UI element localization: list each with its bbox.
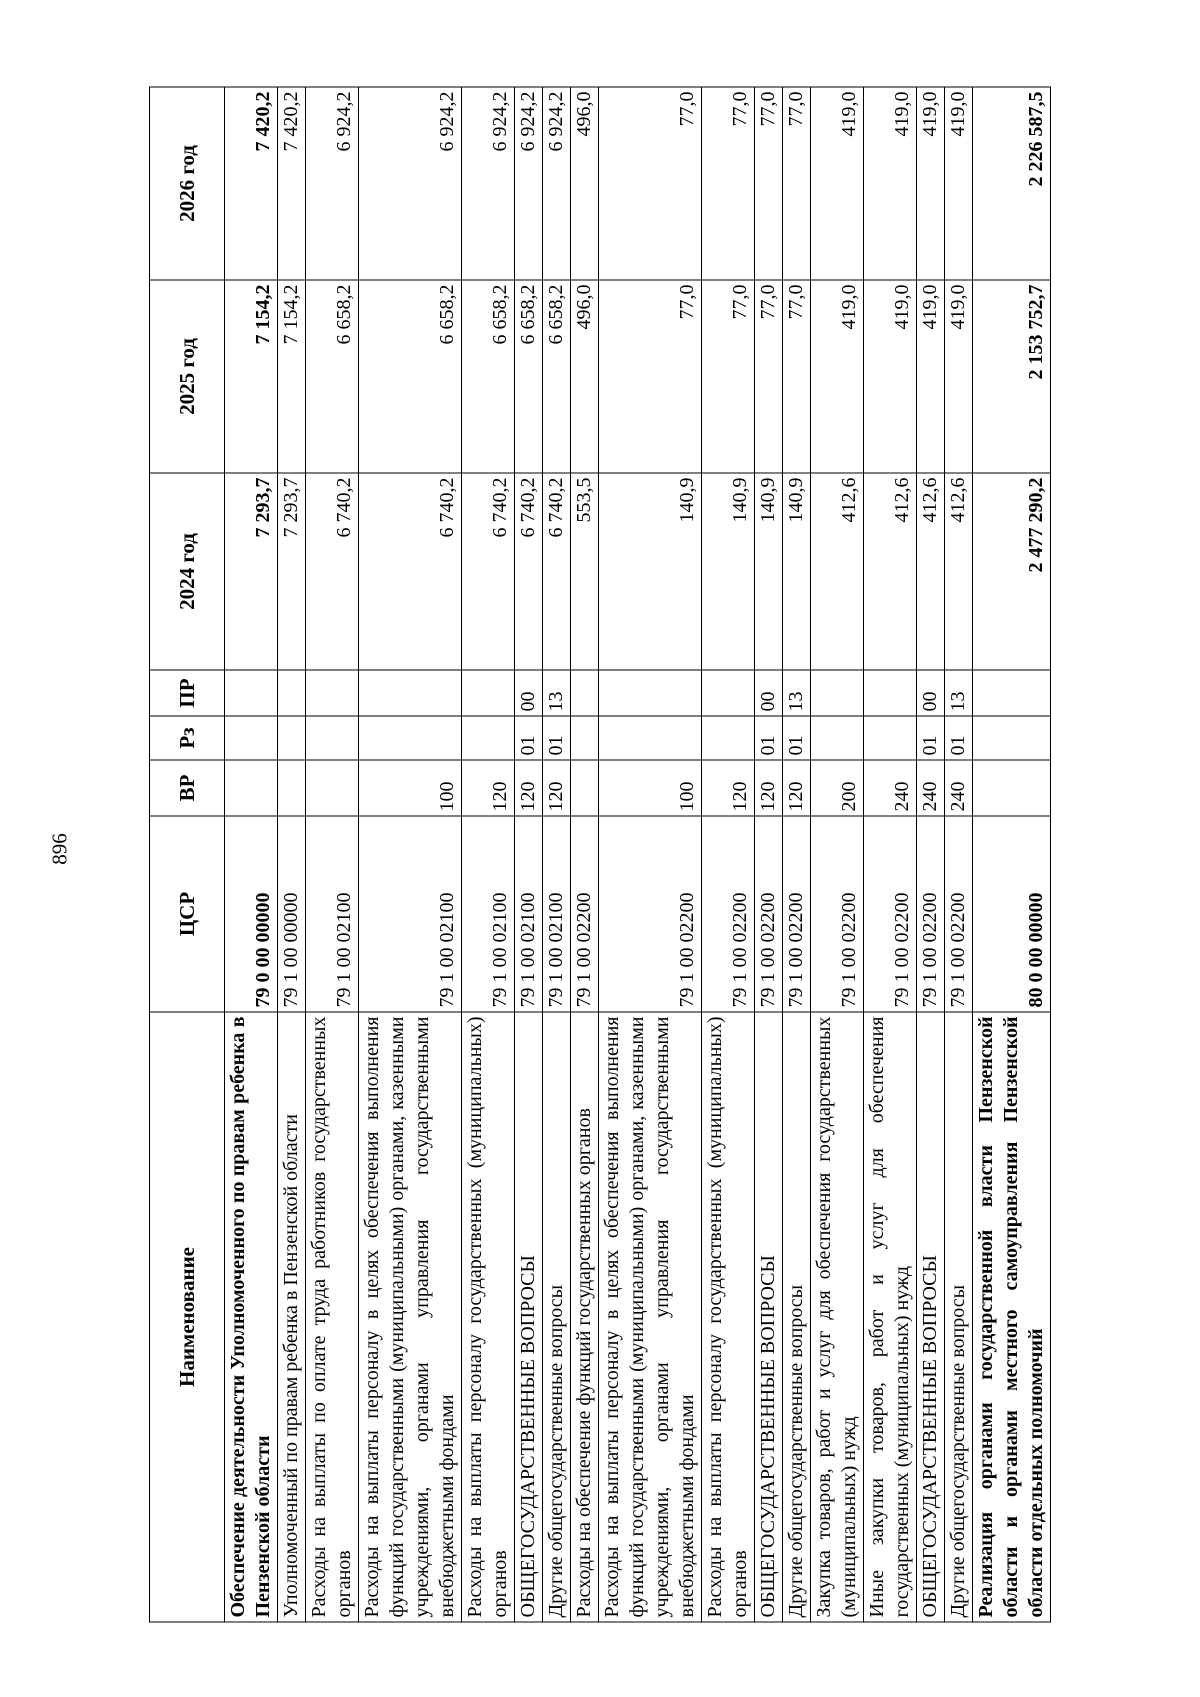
table-row xyxy=(278,87,306,1622)
table-row xyxy=(973,87,1051,1622)
cell-vr xyxy=(571,760,599,816)
table-row xyxy=(599,87,702,1622)
table-row xyxy=(571,87,599,1622)
cell-2026: 496,0 xyxy=(571,87,599,280)
cell-rz xyxy=(599,716,702,760)
cell-pr xyxy=(864,670,917,716)
cell-rz xyxy=(973,716,1051,760)
cell-name: Другие общегосударственные вопросы xyxy=(945,1012,973,1622)
cell-vr: 120 xyxy=(755,760,783,816)
cell-2026: 77,0 xyxy=(702,87,755,280)
cell-2024: 7 293,7 xyxy=(225,473,278,670)
cell-pr xyxy=(359,670,462,716)
cell-name: Реализация органами государственной власти Пензенской области и органами местного самоуправления Пензенской области отдельных полномочий xyxy=(973,1012,1051,1622)
table-row xyxy=(864,87,917,1622)
table-row xyxy=(917,87,945,1622)
cell-2026: 419,0 xyxy=(864,87,917,280)
cell-rz xyxy=(225,716,278,760)
table-row xyxy=(225,87,278,1622)
table-header-row xyxy=(150,87,225,1622)
cell-2024: 6 740,2 xyxy=(543,473,571,670)
cell-csr: 79 1 00 02200 xyxy=(702,816,755,1012)
cell-rz xyxy=(571,716,599,760)
cell-name: Другие общегосударственные вопросы xyxy=(543,1012,571,1622)
cell-name: Другие общегосударственные вопросы xyxy=(783,1012,811,1622)
column-header-name: Наименование xyxy=(150,1012,225,1622)
cell-pr xyxy=(571,670,599,716)
cell-rz xyxy=(811,716,864,760)
cell-name: ОБЩЕГОСУДАРСТВЕННЫЕ ВОПРОСЫ xyxy=(515,1012,543,1622)
cell-2025: 419,0 xyxy=(945,280,973,473)
table-row xyxy=(515,87,543,1622)
cell-2025: 419,0 xyxy=(917,280,945,473)
cell-rz: 01 xyxy=(945,716,973,760)
cell-csr: 79 1 00 02100 xyxy=(462,816,515,1012)
cell-csr: 79 1 00 02200 xyxy=(945,816,973,1012)
cell-2024: 412,6 xyxy=(811,473,864,670)
cell-rz: 01 xyxy=(543,716,571,760)
cell-pr xyxy=(225,670,278,716)
cell-pr xyxy=(973,670,1051,716)
cell-2026: 419,0 xyxy=(811,87,864,280)
cell-csr: 79 1 00 02200 xyxy=(783,816,811,1012)
cell-2026: 7 420,2 xyxy=(225,87,278,280)
cell-rz xyxy=(278,716,306,760)
cell-vr: 120 xyxy=(462,760,515,816)
cell-2026: 77,0 xyxy=(755,87,783,280)
cell-2026: 6 924,2 xyxy=(462,87,515,280)
cell-name: Уполномоченный по правам ребенка в Пензенской области xyxy=(278,1012,306,1622)
cell-name: Расходы на выплаты персоналу государственных (муниципальных) органов xyxy=(702,1012,755,1622)
column-header-pr: ПР xyxy=(150,670,225,716)
cell-vr xyxy=(225,760,278,816)
cell-rz xyxy=(359,716,462,760)
cell-2024: 2 477 290,2 xyxy=(973,473,1051,670)
table-row xyxy=(462,87,515,1622)
cell-2025: 419,0 xyxy=(864,280,917,473)
cell-vr: 120 xyxy=(702,760,755,816)
cell-2025: 419,0 xyxy=(811,280,864,473)
cell-2025: 2 153 752,7 xyxy=(973,280,1051,473)
cell-2025: 77,0 xyxy=(599,280,702,473)
cell-csr: 79 1 00 02200 xyxy=(864,816,917,1012)
cell-name: Обеспечение деятельности Уполномоченного по правам ребенка в Пензенской области xyxy=(225,1012,278,1622)
page-number: 896 xyxy=(47,833,72,865)
column-header-csr: ЦСР xyxy=(150,816,225,1012)
table-row xyxy=(702,87,755,1622)
cell-rz xyxy=(864,716,917,760)
cell-vr: 120 xyxy=(783,760,811,816)
cell-2026: 2 226 587,5 xyxy=(973,87,1051,280)
cell-2026: 6 924,2 xyxy=(515,87,543,280)
cell-rz: 01 xyxy=(917,716,945,760)
cell-2024: 412,6 xyxy=(917,473,945,670)
table-row xyxy=(359,87,462,1622)
column-header-rz: Рз xyxy=(150,716,225,760)
cell-2025: 6 658,2 xyxy=(462,280,515,473)
cell-name: ОБЩЕГОСУДАРСТВЕННЫЕ ВОПРОСЫ xyxy=(755,1012,783,1622)
cell-name: Закупка товаров, работ и услуг для обеспечения государственных (муниципальных) нужд xyxy=(811,1012,864,1622)
cell-2024: 6 740,2 xyxy=(515,473,543,670)
cell-2025: 77,0 xyxy=(783,280,811,473)
cell-vr: 200 xyxy=(811,760,864,816)
cell-pr: 00 xyxy=(755,670,783,716)
cell-csr: 79 1 00 02200 xyxy=(571,816,599,1012)
table-body xyxy=(225,87,1051,1622)
cell-vr: 120 xyxy=(515,760,543,816)
column-header-2025: 2025 год xyxy=(150,280,225,473)
cell-pr xyxy=(599,670,702,716)
rotated-page-content xyxy=(149,88,1051,1623)
table-row xyxy=(811,87,864,1622)
cell-2024: 140,9 xyxy=(702,473,755,670)
cell-2025: 496,0 xyxy=(571,280,599,473)
cell-pr: 00 xyxy=(515,670,543,716)
column-header-2026: 2026 год xyxy=(150,87,225,280)
cell-2025: 6 658,2 xyxy=(359,280,462,473)
cell-name: Расходы на выплаты персоналу государственных (муниципальных) органов xyxy=(462,1012,515,1622)
cell-2025: 6 658,2 xyxy=(515,280,543,473)
cell-vr xyxy=(973,760,1051,816)
cell-pr: 13 xyxy=(783,670,811,716)
cell-2025: 6 658,2 xyxy=(543,280,571,473)
cell-2024: 412,6 xyxy=(864,473,917,670)
cell-pr xyxy=(811,670,864,716)
column-header-vr: ВР xyxy=(150,760,225,816)
cell-2026: 419,0 xyxy=(917,87,945,280)
cell-vr: 240 xyxy=(917,760,945,816)
cell-vr: 240 xyxy=(945,760,973,816)
cell-2025: 77,0 xyxy=(755,280,783,473)
cell-2024: 140,9 xyxy=(599,473,702,670)
cell-rz: 01 xyxy=(755,716,783,760)
cell-name: Иные закупки товаров, работ и услуг для обеспечения государственных (муниципальных) нужд xyxy=(864,1012,917,1622)
table-row xyxy=(945,87,973,1622)
cell-vr: 100 xyxy=(599,760,702,816)
cell-2026: 77,0 xyxy=(599,87,702,280)
cell-2024: 7 293,7 xyxy=(278,473,306,670)
cell-csr: 79 1 00 02100 xyxy=(306,816,359,1012)
cell-2026: 77,0 xyxy=(783,87,811,280)
cell-2024: 553,5 xyxy=(571,473,599,670)
cell-pr xyxy=(306,670,359,716)
cell-vr: 100 xyxy=(359,760,462,816)
cell-2024: 140,9 xyxy=(755,473,783,670)
cell-2024: 6 740,2 xyxy=(359,473,462,670)
cell-name: Расходы на выплаты персоналу в целях обеспечения выполнения функций государственными (муниципальными) органами, казенными учреждениями, органами управления государственными внебюджетными фондами xyxy=(599,1012,702,1622)
cell-csr: 79 1 00 02100 xyxy=(359,816,462,1012)
budget-table xyxy=(149,87,1051,1623)
cell-csr: 79 1 00 02200 xyxy=(811,816,864,1012)
cell-2026: 6 924,2 xyxy=(359,87,462,280)
cell-csr: 79 1 00 02200 xyxy=(599,816,702,1012)
table-row xyxy=(783,87,811,1622)
cell-2026: 6 924,2 xyxy=(543,87,571,280)
column-header-2024: 2024 год xyxy=(150,473,225,670)
cell-pr: 13 xyxy=(543,670,571,716)
cell-rz: 01 xyxy=(515,716,543,760)
cell-csr: 79 1 00 00000 xyxy=(278,816,306,1012)
cell-name: ОБЩЕГОСУДАРСТВЕННЫЕ ВОПРОСЫ xyxy=(917,1012,945,1622)
cell-csr: 79 1 00 02200 xyxy=(755,816,783,1012)
table-row xyxy=(755,87,783,1622)
cell-rz xyxy=(702,716,755,760)
cell-pr: 00 xyxy=(917,670,945,716)
cell-rz xyxy=(462,716,515,760)
cell-csr: 79 0 00 00000 xyxy=(225,816,278,1012)
cell-2024: 6 740,2 xyxy=(462,473,515,670)
cell-2026: 419,0 xyxy=(945,87,973,280)
cell-vr xyxy=(306,760,359,816)
cell-pr xyxy=(278,670,306,716)
cell-csr: 80 0 00 00000 xyxy=(973,816,1051,1012)
cell-name: Расходы на выплаты по оплате труда работников государственных органов xyxy=(306,1012,359,1622)
cell-2025: 7 154,2 xyxy=(225,280,278,473)
cell-2025: 6 658,2 xyxy=(306,280,359,473)
cell-name: Расходы на обеспечение функций государственных органов xyxy=(571,1012,599,1622)
cell-csr: 79 1 00 02200 xyxy=(917,816,945,1012)
cell-rz xyxy=(306,716,359,760)
cell-csr: 79 1 00 02100 xyxy=(515,816,543,1012)
cell-csr: 79 1 00 02100 xyxy=(543,816,571,1012)
table-row xyxy=(543,87,571,1622)
cell-2025: 7 154,2 xyxy=(278,280,306,473)
cell-2026: 6 924,2 xyxy=(306,87,359,280)
cell-name: Расходы на выплаты персоналу в целях обеспечения выполнения функций государственными (муниципальными) органами, казенными учреждениями, органами управления государственными внебюджетными фондами xyxy=(359,1012,462,1622)
table-row xyxy=(306,87,359,1622)
cell-2024: 412,6 xyxy=(945,473,973,670)
cell-vr xyxy=(278,760,306,816)
cell-2024: 6 740,2 xyxy=(306,473,359,670)
cell-2026: 7 420,2 xyxy=(278,87,306,280)
cell-2024: 140,9 xyxy=(783,473,811,670)
cell-vr: 120 xyxy=(543,760,571,816)
cell-pr xyxy=(462,670,515,716)
cell-rz: 01 xyxy=(783,716,811,760)
cell-2025: 77,0 xyxy=(702,280,755,473)
cell-vr: 240 xyxy=(864,760,917,816)
cell-pr xyxy=(702,670,755,716)
cell-pr: 13 xyxy=(945,670,973,716)
